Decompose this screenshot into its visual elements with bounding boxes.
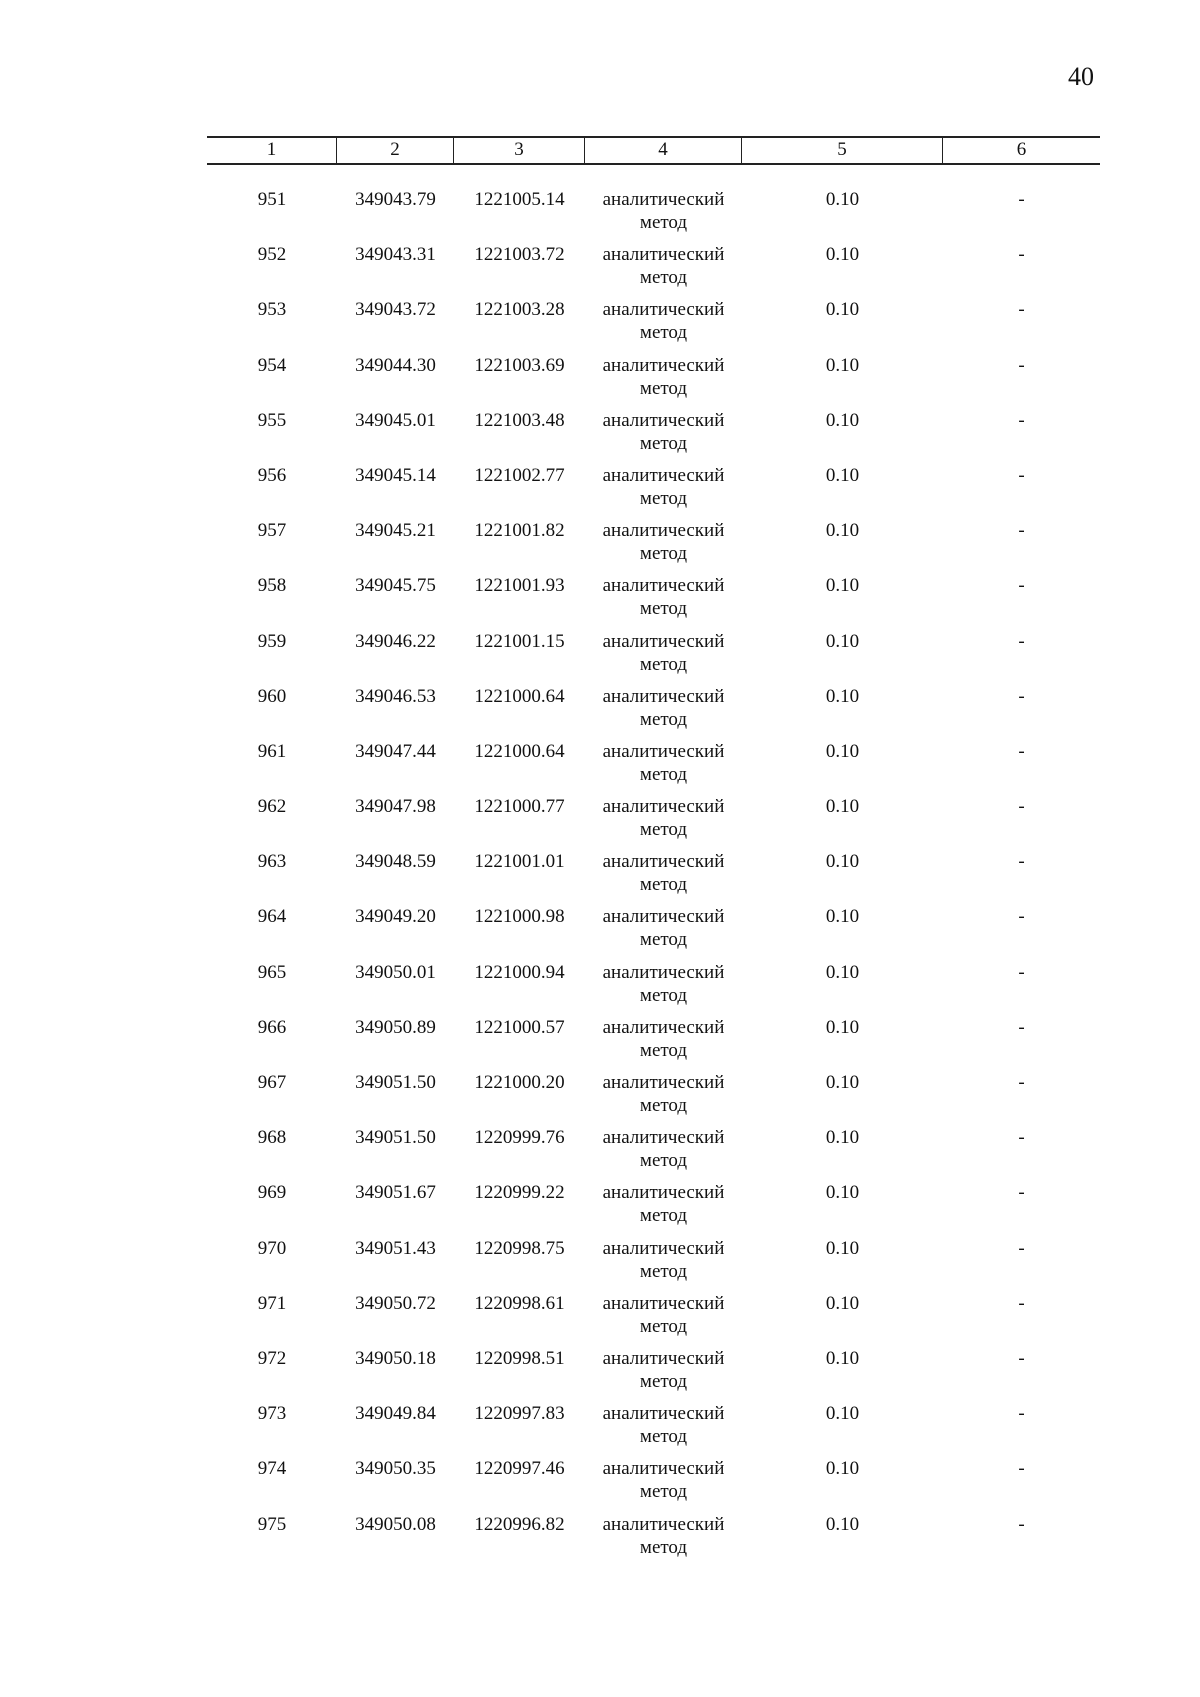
table-row	[207, 574, 1100, 629]
table-row	[207, 1402, 1100, 1457]
method-line-2: метод	[639, 984, 688, 1006]
accuracy-cell: 0.10	[825, 851, 860, 873]
method-cell	[585, 1292, 742, 1338]
method-line-2: метод	[639, 1095, 688, 1116]
note-cell: -	[1018, 1182, 1025, 1204]
method-line-2: метод	[639, 1260, 688, 1282]
header-col-6: 6	[1016, 139, 1027, 160]
note-cell: -	[1018, 299, 1025, 321]
method-cell	[585, 519, 742, 565]
method-line-2: метод	[639, 543, 688, 565]
table-row	[207, 795, 1100, 850]
method-line-1: аналитический	[602, 299, 725, 321]
coordinates-table	[207, 136, 1100, 1558]
method-line-2: метод	[639, 763, 688, 785]
coordinate-x-cell: 349051.50	[355, 1127, 436, 1149]
method-line-2: метод	[639, 322, 688, 344]
note-cell: -	[1018, 1237, 1025, 1259]
accuracy-cell: 0.10	[825, 1072, 860, 1093]
accuracy-cell: 0.10	[825, 299, 860, 321]
table-row	[207, 1016, 1100, 1071]
note-cell: -	[1018, 1513, 1025, 1535]
method-line-2: метод	[639, 708, 688, 730]
page-number: 40	[1068, 62, 1094, 91]
table-row	[207, 630, 1100, 685]
accuracy-cell: 0.10	[825, 1403, 860, 1425]
table-row	[207, 1237, 1100, 1292]
coordinate-x-cell: 349051.50	[355, 1072, 436, 1093]
method-line-1: аналитический	[602, 740, 725, 762]
method-line-2: метод	[639, 819, 688, 841]
coordinate-x-cell: 349051.67	[355, 1182, 436, 1204]
table-row	[207, 354, 1100, 409]
accuracy-cell: 0.10	[825, 630, 860, 652]
accuracy-cell: 0.10	[825, 1237, 860, 1259]
coordinate-y-cell: 1220997.83	[474, 1403, 565, 1425]
coordinate-x-cell: 349045.75	[355, 575, 436, 597]
accuracy-cell: 0.10	[825, 520, 860, 542]
table-row	[207, 298, 1100, 353]
method-line-1: аналитический	[602, 1513, 725, 1535]
accuracy-cell: 0.10	[825, 961, 860, 983]
table-row	[207, 905, 1100, 960]
accuracy-cell: 0.10	[825, 1513, 860, 1535]
method-cell	[585, 1126, 742, 1172]
accuracy-cell: 0.10	[825, 1292, 860, 1314]
method-line-1: аналитический	[602, 1016, 725, 1038]
method-line-1: аналитический	[602, 575, 725, 597]
method-cell	[585, 1016, 742, 1062]
coordinate-y-cell: 1221001.93	[474, 575, 565, 597]
point-number-cell: 969	[257, 1182, 287, 1204]
method-cell	[585, 1513, 742, 1559]
coordinate-y-cell: 1220998.61	[474, 1292, 565, 1314]
method-line-2: метод	[639, 874, 688, 896]
point-number-cell: 972	[257, 1347, 287, 1369]
coordinate-x-cell: 349045.14	[355, 464, 436, 486]
coordinate-y-cell: 1221003.72	[474, 244, 565, 266]
coordinate-y-cell: 1220998.51	[474, 1347, 565, 1369]
method-line-1: аналитический	[602, 1237, 725, 1259]
method-cell	[585, 795, 742, 841]
point-number-cell: 970	[257, 1237, 287, 1259]
point-number-cell: 960	[257, 685, 287, 707]
accuracy-cell: 0.10	[825, 464, 860, 486]
point-number-cell: 955	[257, 409, 287, 431]
table-row	[207, 740, 1100, 795]
coordinate-y-cell: 1221001.15	[474, 630, 565, 652]
point-number-cell: 956	[257, 464, 287, 486]
point-number-cell: 957	[257, 520, 287, 542]
method-line-1: аналитический	[602, 1292, 725, 1314]
point-number-cell: 965	[257, 961, 287, 983]
coordinate-x-cell: 349049.84	[355, 1403, 436, 1425]
header-col-4: 4	[585, 138, 742, 163]
point-number-cell: 961	[257, 740, 287, 762]
coordinate-x-cell: 349047.44	[355, 740, 436, 762]
method-line-2: метод	[639, 377, 688, 399]
note-cell: -	[1018, 1127, 1025, 1149]
table-body	[207, 188, 1100, 1568]
coordinate-x-cell: 349044.30	[355, 354, 436, 376]
method-cell	[585, 905, 742, 951]
point-number-cell: 953	[257, 299, 287, 321]
method-line-1: аналитический	[602, 851, 725, 873]
table-row	[207, 850, 1100, 905]
method-line-1: аналитический	[602, 244, 725, 266]
point-number-cell: 963	[257, 851, 287, 873]
accuracy-cell: 0.10	[825, 354, 860, 376]
note-cell: -	[1018, 575, 1025, 597]
note-cell: -	[1018, 464, 1025, 486]
accuracy-cell: 0.10	[825, 1016, 860, 1038]
method-line-1: аналитический	[602, 685, 725, 707]
coordinate-y-cell: 1221000.64	[474, 685, 565, 707]
table-row	[207, 519, 1100, 574]
method-line-2: метод	[639, 1370, 688, 1392]
header-col-3: 3	[454, 138, 585, 163]
coordinate-y-cell: 1221003.28	[474, 299, 565, 321]
method-line-2: метод	[639, 487, 688, 509]
point-number-cell: 968	[257, 1127, 287, 1149]
method-line-1: аналитический	[602, 630, 725, 652]
table-row	[207, 1513, 1100, 1568]
method-line-1: аналитический	[602, 1072, 725, 1093]
method-line-1: аналитический	[602, 1403, 725, 1425]
accuracy-cell: 0.10	[825, 1182, 860, 1204]
coordinate-x-cell: 349046.22	[355, 630, 436, 652]
method-line-2: метод	[639, 1205, 688, 1227]
coordinate-x-cell: 349050.35	[355, 1458, 436, 1480]
method-line-1: аналитический	[602, 520, 725, 542]
point-number-cell: 974	[257, 1458, 287, 1480]
coordinate-y-cell: 1221003.48	[474, 409, 565, 431]
table-row	[207, 1457, 1100, 1512]
coordinate-y-cell: 1221000.77	[474, 796, 565, 818]
coordinate-x-cell: 349045.01	[355, 409, 436, 431]
method-cell	[585, 1402, 742, 1448]
method-line-1: аналитический	[602, 1127, 725, 1149]
note-cell: -	[1018, 1016, 1025, 1038]
note-cell: -	[1018, 1347, 1025, 1369]
coordinate-y-cell: 1220999.76	[474, 1127, 565, 1149]
method-line-2: метод	[639, 1426, 688, 1448]
method-cell	[585, 188, 742, 234]
method-line-1: аналитический	[602, 1182, 725, 1204]
header-col-1: 1	[207, 138, 337, 163]
point-number-cell: 973	[257, 1403, 287, 1425]
coordinate-x-cell: 349050.72	[355, 1292, 436, 1314]
method-cell	[585, 1457, 742, 1503]
method-line-2: метод	[639, 1481, 688, 1503]
method-line-1: аналитический	[602, 1347, 725, 1369]
accuracy-cell: 0.10	[825, 796, 860, 818]
method-line-1: аналитический	[602, 961, 725, 983]
accuracy-cell: 0.10	[825, 685, 860, 707]
coordinate-y-cell: 1221000.64	[474, 740, 565, 762]
table-row	[207, 464, 1100, 519]
table-row	[207, 1126, 1100, 1181]
coordinate-y-cell: 1220996.82	[474, 1513, 565, 1535]
point-number-cell: 966	[257, 1016, 287, 1038]
method-line-2: метод	[639, 1315, 688, 1337]
header-col-5: 5	[742, 138, 943, 163]
table-header-row	[207, 136, 1100, 165]
note-cell: -	[1018, 520, 1025, 542]
method-cell	[585, 1347, 742, 1393]
method-line-2: метод	[639, 929, 688, 951]
coordinate-y-cell: 1221000.98	[474, 906, 565, 928]
note-cell: -	[1018, 740, 1025, 762]
point-number-cell: 952	[257, 244, 287, 266]
accuracy-cell: 0.10	[825, 740, 860, 762]
method-cell	[585, 630, 742, 676]
coordinate-y-cell: 1220997.46	[474, 1458, 565, 1480]
note-cell: -	[1018, 796, 1025, 818]
method-line-2: метод	[639, 1536, 688, 1558]
coordinate-y-cell: 1221001.01	[474, 851, 565, 873]
note-cell: -	[1018, 851, 1025, 873]
method-cell	[585, 464, 742, 510]
note-cell: -	[1018, 189, 1025, 210]
note-cell: -	[1018, 354, 1025, 376]
coordinate-y-cell: 1221002.77	[474, 464, 565, 486]
coordinate-y-cell: 1221001.82	[474, 520, 565, 542]
note-cell: -	[1018, 685, 1025, 707]
point-number-cell: 959	[257, 630, 287, 652]
point-number-cell: 954	[257, 354, 287, 376]
method-line-2: метод	[639, 267, 688, 289]
method-line-1: аналитический	[602, 354, 725, 376]
accuracy-cell: 0.10	[825, 189, 860, 210]
method-cell	[585, 685, 742, 731]
note-cell: -	[1018, 1458, 1025, 1480]
point-number-cell: 967	[257, 1072, 287, 1093]
method-cell	[585, 961, 742, 1007]
method-line-1: аналитический	[602, 409, 725, 431]
coordinate-x-cell: 349049.20	[355, 906, 436, 928]
method-cell	[585, 574, 742, 620]
coordinate-x-cell: 349050.18	[355, 1347, 436, 1369]
coordinate-y-cell: 1220998.75	[474, 1237, 565, 1259]
note-cell: -	[1018, 630, 1025, 652]
accuracy-cell: 0.10	[825, 575, 860, 597]
note-cell: -	[1018, 961, 1025, 983]
table-row	[207, 1292, 1100, 1347]
coordinate-x-cell: 349043.79	[355, 189, 436, 210]
accuracy-cell: 0.10	[825, 244, 860, 266]
method-cell	[585, 243, 742, 289]
method-line-2: метод	[639, 653, 688, 675]
coordinate-x-cell: 349050.01	[355, 961, 436, 983]
coordinate-x-cell: 349050.89	[355, 1016, 436, 1038]
point-number-cell: 964	[257, 906, 287, 928]
method-line-2: метод	[639, 212, 688, 233]
coordinate-x-cell: 349048.59	[355, 851, 436, 873]
note-cell: -	[1018, 906, 1025, 928]
note-cell: -	[1018, 244, 1025, 266]
method-cell	[585, 409, 742, 455]
coordinate-x-cell: 349043.72	[355, 299, 436, 321]
table-row	[207, 685, 1100, 740]
accuracy-cell: 0.10	[825, 1127, 860, 1149]
note-cell: -	[1018, 1292, 1025, 1314]
method-cell	[585, 1181, 742, 1227]
method-line-1: аналитический	[602, 906, 725, 928]
table-row	[207, 1181, 1100, 1236]
coordinate-y-cell: 1221000.57	[474, 1016, 565, 1038]
accuracy-cell: 0.10	[825, 1458, 860, 1480]
note-cell: -	[1018, 409, 1025, 431]
method-cell	[585, 1071, 742, 1117]
point-number-cell: 971	[257, 1292, 287, 1314]
method-cell	[585, 1237, 742, 1283]
table-row	[207, 961, 1100, 1016]
point-number-cell: 951	[257, 189, 287, 210]
coordinate-x-cell: 349043.31	[355, 244, 436, 266]
table-row	[207, 188, 1100, 243]
coordinate-y-cell: 1221000.94	[474, 961, 565, 983]
method-cell	[585, 850, 742, 896]
coordinate-y-cell: 1220999.22	[474, 1182, 565, 1204]
method-line-1: аналитический	[602, 464, 725, 486]
coordinate-x-cell: 349045.21	[355, 520, 436, 542]
method-cell	[585, 740, 742, 786]
table-row	[207, 1347, 1100, 1402]
coordinate-y-cell: 1221003.69	[474, 354, 565, 376]
method-cell	[585, 354, 742, 400]
point-number-cell: 962	[257, 796, 287, 818]
point-number-cell: 975	[257, 1513, 287, 1535]
method-line-2: метод	[639, 1150, 688, 1172]
method-line-1: аналитический	[602, 1458, 725, 1480]
table-row	[207, 243, 1100, 298]
method-cell	[585, 298, 742, 344]
method-line-2: метод	[639, 1039, 688, 1061]
method-line-1: аналитический	[602, 796, 725, 818]
table-row	[207, 409, 1100, 464]
coordinate-x-cell: 349050.08	[355, 1513, 436, 1535]
header-col-2: 2	[337, 138, 454, 163]
note-cell: -	[1018, 1072, 1025, 1093]
coordinate-x-cell: 349047.98	[355, 796, 436, 818]
table-row	[207, 1071, 1100, 1126]
accuracy-cell: 0.10	[825, 409, 860, 431]
method-line-1: аналитический	[602, 189, 725, 210]
method-line-2: метод	[639, 598, 688, 620]
coordinate-x-cell: 349046.53	[355, 685, 436, 707]
note-cell: -	[1018, 1403, 1025, 1425]
accuracy-cell: 0.10	[825, 1347, 860, 1369]
method-line-2: метод	[639, 432, 688, 454]
coordinate-x-cell: 349051.43	[355, 1237, 436, 1259]
coordinate-y-cell: 1221005.14	[474, 189, 565, 210]
coordinate-y-cell: 1221000.20	[474, 1072, 565, 1093]
point-number-cell: 958	[257, 575, 287, 597]
accuracy-cell: 0.10	[825, 906, 860, 928]
